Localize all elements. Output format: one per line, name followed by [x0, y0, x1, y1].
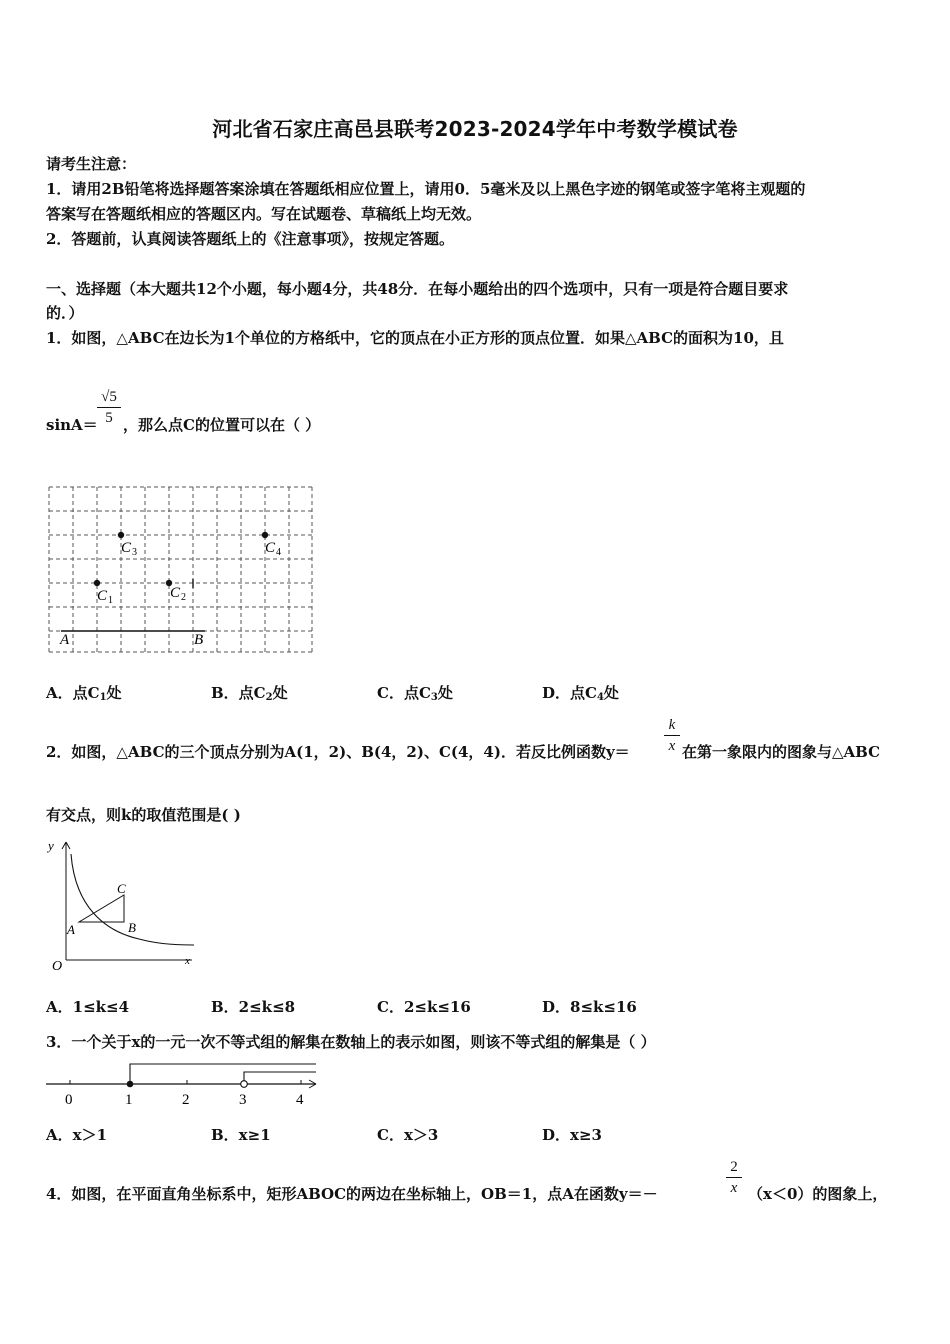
q1-sin-fraction [97, 388, 121, 427]
q2-option-d[interactable]: D．8≤k≤16 [542, 998, 637, 1016]
q4-fraction [726, 1158, 742, 1197]
q4-fraction-denominator: x [730, 1180, 738, 1196]
q2-stem-c: 有交点，则k的取值范围是( ) [46, 806, 241, 824]
q3-stem: 3．一个关于x的一元一次不等式组的解集在数轴上的表示如图，则该不等式组的解集是（ ） [46, 1033, 656, 1051]
q1-sin-numerator: √5 [101, 389, 117, 405]
q1-label-c4: C [265, 540, 276, 556]
q1-option-a[interactable]: A．点$C_1$处 [46, 684, 122, 703]
q1-label-c3: C [121, 540, 132, 556]
q1-point-c3 [118, 532, 124, 538]
q2-label-c: C [117, 881, 126, 896]
notice-line-2: 2．答题前，认真阅读答题纸上的《注意事项》，按规定答题。 [46, 230, 454, 248]
q1-label-b: B [194, 632, 204, 648]
q3-tick-3: 3 [239, 1092, 247, 1108]
q2-fraction-denominator: x [668, 738, 676, 754]
q1-option-d[interactable]: D．点$C_4$处 [542, 684, 619, 703]
q2-stem-a: 2．如图，△ABC的三个顶点分别为A(1，2)、B(4，2)、C(4，4)．若反比例函数y＝ [46, 743, 630, 761]
q2-option-a[interactable]: A．1≤k≤4 [46, 998, 130, 1016]
q2-axis-y: y [48, 838, 54, 853]
q3-hollow-point [241, 1081, 248, 1088]
q4-stem-b: （x＜0）的图象上， [748, 1185, 888, 1203]
q1-grid-figure [44, 482, 320, 658]
q2-fraction [664, 716, 680, 755]
q1-sin-prefix: sinA＝ [46, 416, 98, 434]
q1-label-c2-sub: 2 [181, 592, 186, 603]
q1-sin-suffix: ，那么点C的位置可以在（ ） [123, 416, 321, 434]
q3-option-b[interactable]: B．x≥1 [211, 1126, 271, 1144]
q1-point-c1 [94, 580, 100, 586]
q1-label-c1: C [97, 588, 108, 604]
q2-origin-o: O [52, 959, 63, 974]
q1-label-c3-sub: 3 [132, 547, 137, 558]
q2-graph-figure [44, 836, 200, 976]
q3-solid-point [127, 1081, 134, 1088]
section-heading-line1: 一、选择题（本大题共12个小题，每小题4分，共48分．在每小题给出的四个选项中，只有一项是符合题目要求 [46, 280, 789, 298]
q1-option-b[interactable]: B．点$C_2$处 [211, 684, 288, 703]
q3-option-c[interactable]: C．x＞3 [377, 1126, 439, 1144]
q3-tick-2: 2 [182, 1092, 190, 1108]
q1-label-a: A [60, 632, 70, 648]
q1-sin-denominator: 5 [105, 410, 113, 426]
q1-label-c4-sub: 4 [276, 547, 281, 558]
q3-option-a[interactable]: A．x＞1 [46, 1126, 108, 1144]
notice-line-1b: 答案写在答题纸相应的答题区内。写在试题卷、草稿纸上均无效。 [46, 205, 482, 223]
q4-stem-a: 4．如图，在平面直角坐标系中，矩形ABOC的两边在坐标轴上，OB＝1，点A在函数y＝－ [46, 1185, 658, 1203]
q3-tick-4: 4 [296, 1092, 304, 1108]
notice-heading: 请考生注意： [46, 155, 137, 173]
section-heading-line2: 的．） [46, 304, 84, 322]
q2-stem-b: 在第一象限内的图象与△ABC [682, 743, 881, 761]
q4-fraction-numerator: 2 [730, 1159, 738, 1175]
q2-fraction-numerator: k [668, 717, 676, 733]
q3-option-d[interactable]: D．x≥3 [542, 1126, 602, 1144]
q1-option-c[interactable]: C．点$C_3$处 [377, 684, 453, 703]
q2-label-b: B [128, 920, 136, 935]
q2-option-b[interactable]: B．2≤k≤8 [211, 998, 296, 1016]
q2-label-a: A [67, 922, 75, 937]
page-title: 河北省石家庄高邑县联考2023-2024学年中考数学模试卷 [212, 117, 738, 141]
notice-line-1a: 1．请用2B铅笔将选择题答案涂填在答题纸相应位置上，请用0．5毫米及以上黑色字迹的钢笔或签字笔将主观题的 [46, 180, 806, 198]
q1-stem: 1．如图，△ABC在边长为1个单位的方格纸中，它的顶点在小正方形的顶点位置．如果△ABC的面积为10，且 [46, 329, 784, 347]
q1-point-c4 [262, 532, 268, 538]
q3-tick-1: 1 [125, 1092, 133, 1108]
q1-label-c2: C [170, 585, 181, 601]
q2-option-c[interactable]: C．2≤k≤16 [377, 998, 471, 1016]
q3-tick-0: 0 [65, 1092, 73, 1108]
q1-label-c1-sub: 1 [108, 595, 113, 606]
q2-axis-x: x [185, 955, 190, 967]
q3-number-line [44, 1060, 324, 1112]
